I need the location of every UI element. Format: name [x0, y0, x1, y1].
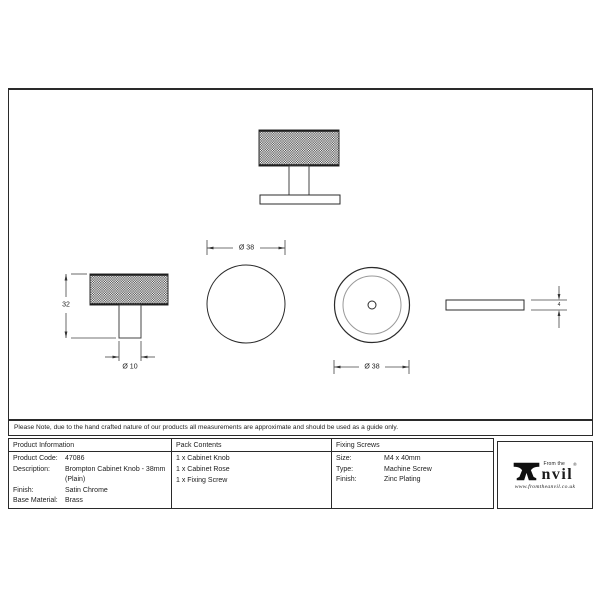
brand-logo-box — [497, 441, 593, 509]
anvil-logo — [513, 461, 576, 482]
logo-website: www.fromtheanvil.co.uk — [514, 483, 576, 490]
fixing-screws-cell — [332, 452, 493, 508]
rose-side-view — [446, 300, 524, 310]
product-information-cell — [9, 452, 172, 508]
base-material-label: Base Material: — [13, 497, 58, 504]
table-row — [336, 475, 489, 486]
screw-size-value: M4 x 40mm — [384, 455, 421, 462]
pack-contents-header: Pack Contents — [172, 439, 332, 452]
table-row — [13, 454, 167, 465]
table-row — [13, 465, 167, 486]
rose-front-view — [335, 268, 410, 343]
screw-size-label: Size: — [336, 455, 352, 462]
table-row — [13, 496, 167, 507]
description-line2: (Plain) — [65, 476, 86, 483]
pack-item: 1 x Cabinet Knob — [176, 455, 230, 462]
finish-label: Finish: — [13, 486, 34, 494]
spec-table — [8, 438, 494, 509]
note-text: Please Note, due to the hand crafted nature of our products all measurements are approximate and should be used as a guide only. — [14, 424, 399, 431]
description-value — [65, 465, 167, 486]
technical-drawing-area — [8, 88, 593, 420]
rose-thickness-label: 4 — [557, 302, 561, 308]
base-material-value: Brass — [65, 497, 83, 504]
stem-diameter-dimension — [105, 341, 155, 371]
registered-trademark: ® — [573, 461, 577, 467]
product-information-header: Product Information — [9, 439, 172, 452]
anvil-icon — [513, 461, 540, 482]
pack-item: 1 x Cabinet Rose — [176, 465, 230, 473]
screw-type-label: Type: — [336, 465, 354, 473]
note-bar — [8, 420, 593, 436]
stem-diameter-label: Ø 10 — [122, 363, 138, 371]
table-row — [336, 454, 489, 465]
screw-finish-label: Finish: — [336, 476, 357, 483]
knob-front-view — [207, 265, 285, 343]
logo-name: nvil — [541, 465, 574, 483]
logo-text-block — [541, 462, 573, 482]
product-code-value: 47086 — [65, 455, 85, 462]
rose-thickness-dimension — [531, 286, 567, 328]
logo-prefix: From the — [543, 460, 566, 467]
pack-item: 1 x Fixing Screw — [176, 476, 228, 484]
pack-contents-cell — [172, 452, 332, 508]
knob-mounted-side-view — [259, 130, 340, 204]
rose-diameter-label: Ø 38 — [364, 363, 380, 371]
finish-value: Satin Chrome — [65, 486, 108, 494]
table-row — [336, 465, 489, 476]
screw-type-value: Machine Screw — [384, 465, 432, 473]
product-code-label: Product Code: — [13, 455, 58, 462]
height-dim-label: 32 — [62, 301, 70, 309]
knob-diameter-label: Ø 38 — [238, 244, 255, 252]
rose-diameter-dimension — [334, 360, 409, 374]
description-line1: Brompton Cabinet Knob - 38mm — [65, 465, 166, 473]
description-label: Description: — [13, 465, 50, 473]
knob-side-view — [90, 274, 168, 338]
screw-finish-value: Zinc Plating — [384, 476, 421, 483]
table-row — [13, 486, 167, 497]
fixing-screws-header: Fixing Screws — [332, 439, 493, 452]
knob-diameter-dimension — [207, 240, 285, 255]
technical-drawing-svg — [9, 90, 592, 419]
